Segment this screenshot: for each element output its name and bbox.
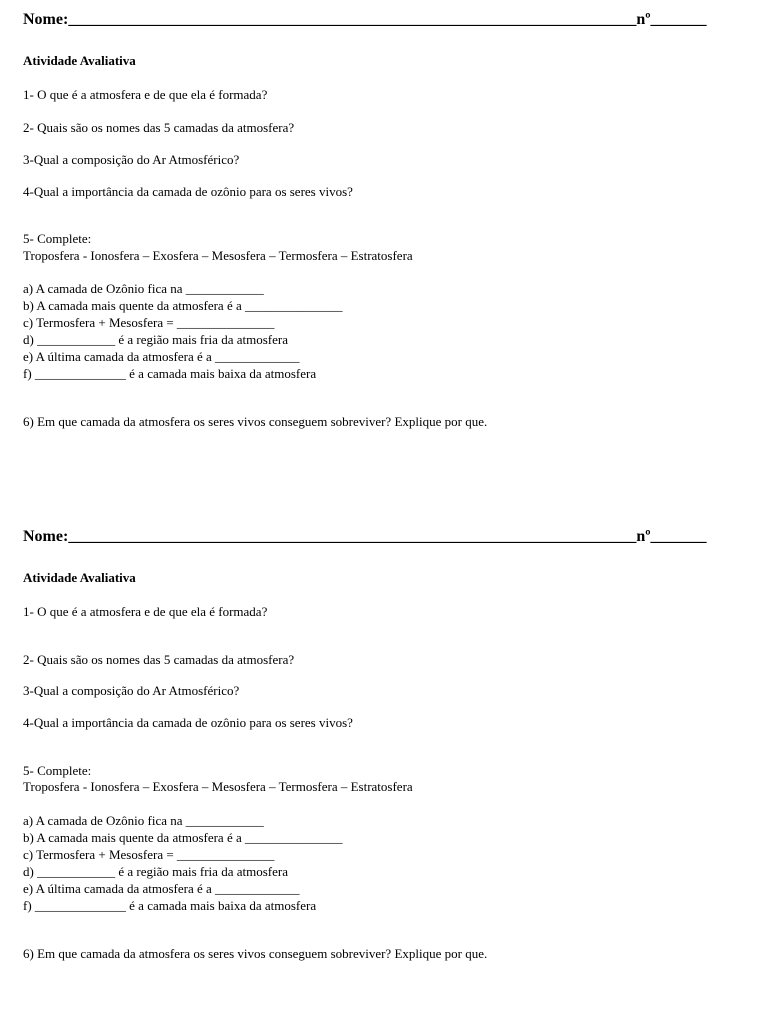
complete-item-d: d) ____________ é a região mais fria da atmosfera xyxy=(23,332,288,347)
complete-item-c: c) Termosfera + Mesosfera = _______________ xyxy=(23,847,275,862)
question-3: 3-Qual a composição do Ar Atmosférico? xyxy=(23,152,240,167)
word-bank: Troposfera - Ionosfera – Exosfera – Mesosfera – Termosfera – Estratosfera xyxy=(23,779,413,794)
number-label: nº xyxy=(636,11,651,28)
complete-item-f: f) ______________ é a camada mais baixa da atmosfera xyxy=(23,898,317,913)
complete-item-e: e) A última camada da atmosfera é a _____________ xyxy=(23,349,300,364)
worksheet-title: Atividade Avaliativa xyxy=(23,570,136,585)
name-label: Nome: xyxy=(23,11,69,28)
complete-item-a: a) A camada de Ozônio fica na ____________ xyxy=(23,281,264,296)
student-header xyxy=(23,10,707,30)
question-4: 4-Qual a importância da camada de ozônio para os seres vivos? xyxy=(23,184,353,199)
number-label: nº xyxy=(636,528,651,545)
question-3: 3-Qual a composição do Ar Atmosférico? xyxy=(23,683,240,698)
complete-item-b: b) A camada mais quente da atmosfera é a _______________ xyxy=(23,830,343,845)
worksheet-title: Atividade Avaliativa xyxy=(23,53,136,68)
complete-item-d: d) ____________ é a região mais fria da atmosfera xyxy=(23,864,288,879)
complete-heading: 5- Complete: xyxy=(23,763,92,778)
complete-item-f: f) ______________ é a camada mais baixa da atmosfera xyxy=(23,366,317,381)
question-2: 2- Quais são os nomes das 5 camadas da atmosfera? xyxy=(23,652,295,667)
complete-item-e: e) A última camada da atmosfera é a _____________ xyxy=(23,881,300,896)
complete-item-c: c) Termosfera + Mesosfera = _______________ xyxy=(23,315,275,330)
question-1: 1- O que é a atmosfera e de que ela é formada? xyxy=(23,604,268,619)
name-blank: _______________________________________________________________________ xyxy=(68,528,637,545)
complete-item-a: a) A camada de Ozônio fica na ____________ xyxy=(23,813,264,828)
number-blank: _______ xyxy=(650,528,707,545)
number-blank: _______ xyxy=(650,11,707,28)
question-6: 6) Em que camada da atmosfera os seres vivos conseguem sobreviver? Explique por que. xyxy=(23,414,488,429)
student-header xyxy=(23,527,707,547)
complete-item-b: b) A camada mais quente da atmosfera é a _______________ xyxy=(23,298,343,313)
name-label: Nome: xyxy=(23,528,69,545)
question-4: 4-Qual a importância da camada de ozônio para os seres vivos? xyxy=(23,715,353,730)
question-1: 1- O que é a atmosfera e de que ela é formada? xyxy=(23,87,268,102)
question-6: 6) Em que camada da atmosfera os seres vivos conseguem sobreviver? Explique por que. xyxy=(23,946,488,961)
question-2: 2- Quais são os nomes das 5 camadas da atmosfera? xyxy=(23,120,295,135)
word-bank: Troposfera - Ionosfera – Exosfera – Mesosfera – Termosfera – Estratosfera xyxy=(23,248,413,263)
complete-heading: 5- Complete: xyxy=(23,231,92,246)
name-blank: _______________________________________________________________________ xyxy=(68,11,637,28)
